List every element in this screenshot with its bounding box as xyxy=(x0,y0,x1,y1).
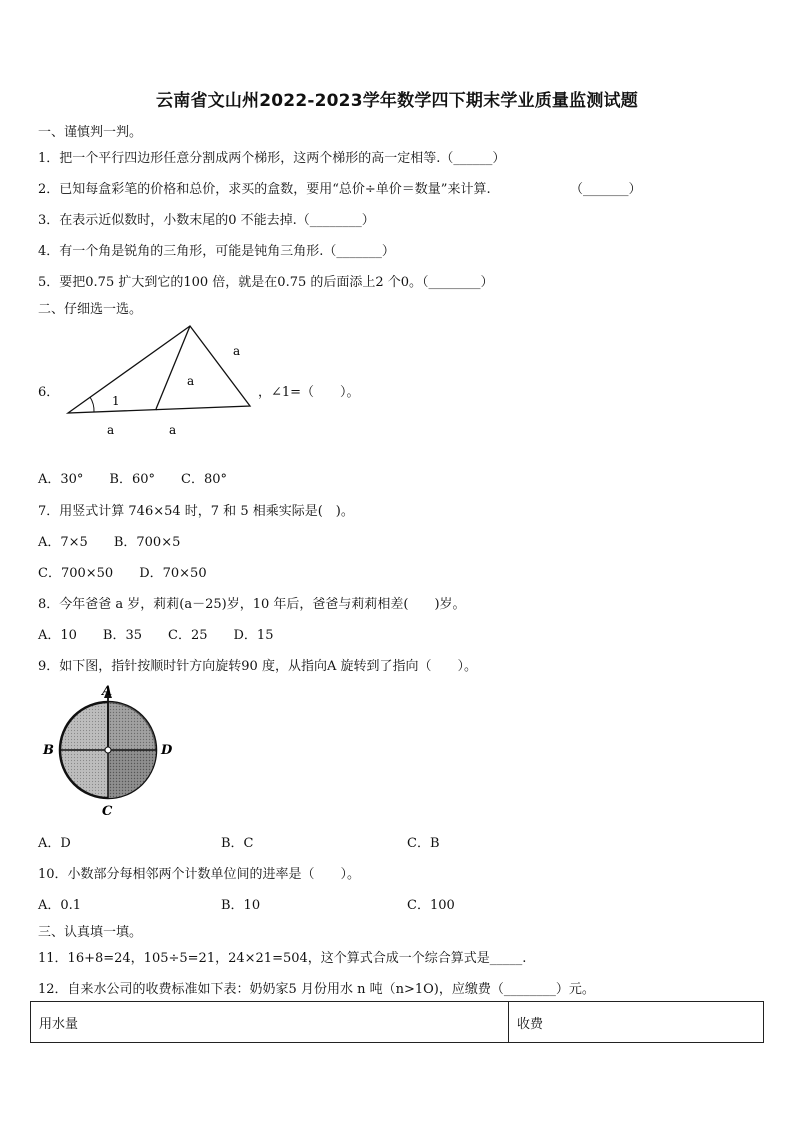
question-4: 4．有一个角是锐角的三角形，可能是钝角三角形.（_______） xyxy=(38,244,395,259)
table-header-water-usage: 用水量 xyxy=(31,1002,509,1043)
question-10-option-c: C．100 xyxy=(407,898,455,913)
fee-table xyxy=(30,1001,764,1043)
compass-dark-quadrant xyxy=(108,750,156,798)
angle-1-arc xyxy=(90,397,94,412)
compass-figure xyxy=(40,684,180,818)
compass-label-b: B xyxy=(43,743,54,758)
question-9-option-b: B．C xyxy=(221,836,254,851)
compass-label-d: D xyxy=(161,743,173,758)
table-row xyxy=(31,1002,764,1043)
question-8-options: A．10 B．35 C．25 D．15 xyxy=(38,628,274,643)
section-heading-judge: 一、谨慎判一判。 xyxy=(38,125,143,140)
question-3: 3．在表示近似数时，小数末尾的0 不能去掉.（________） xyxy=(38,213,375,228)
question-9-option-a: A．D xyxy=(38,836,71,851)
side-label-bottom-left: a xyxy=(107,423,115,437)
question-6-options: A．30° B．60° C．80° xyxy=(38,472,228,487)
compass-center xyxy=(105,747,111,753)
compass-label-a: A xyxy=(102,684,113,699)
question-5: 5．要把0.75 扩大到它的100 倍，就是在0.75 的后面添上2 个0。（________） xyxy=(38,275,494,290)
side-label-bottom-right: a xyxy=(169,423,177,437)
question-10-option-a: A．0.1 xyxy=(38,898,82,913)
question-2-blank: （_______） xyxy=(570,182,642,197)
triangle-outline xyxy=(68,326,250,413)
question-1: 1．把一个平行四边形任意分割成两个梯形，这两个梯形的高一定相等.（______） xyxy=(38,151,506,166)
question-7-options-row1: A．7×5 B．700×5 xyxy=(38,535,181,550)
table-header-fee: 收费 xyxy=(509,1002,764,1043)
page-title: 云南省文山州2022-2023学年数学四下期末学业质量监测试题 xyxy=(156,91,638,111)
question-2: 2．已知每盒彩笔的价格和总价，求买的盒数，要用“总价÷单价＝数量”来计算. xyxy=(38,182,491,197)
question-11: 11．16+8=24，105÷5=21，24×21=504，这个算式合成一个综合算式是_____. xyxy=(38,951,527,966)
section-heading-choose: 二、仔细选一选。 xyxy=(38,302,143,317)
compass-label-c: C xyxy=(102,804,113,818)
angle-1-label: 1 xyxy=(112,394,120,408)
triangle-figure xyxy=(60,318,260,442)
question-7-options-row2: C．700×50 D．70×50 xyxy=(38,566,207,581)
side-label-right: a xyxy=(233,344,241,358)
question-7: 7．用竖式计算 746×54 时，7 和 5 相乘实际是( )。 xyxy=(38,504,354,519)
question-6-number: 6． xyxy=(38,385,60,400)
question-9: 9．如下图，指针按顺时针方向旋转90 度，从指向A 旋转到了指向（ ）。 xyxy=(38,659,477,674)
question-10: 10．小数部分每相邻两个计数单位间的进率是（ ）。 xyxy=(38,867,361,882)
question-10-option-b: B．10 xyxy=(221,898,261,913)
question-9-option-c: C．B xyxy=(407,836,440,851)
question-12: 12．自来水公司的收费标准如下表：奶奶家5 月份用水 n 吨（n>1O)，应缴费（________）元。 xyxy=(38,982,595,997)
question-6-tail: ，∠1=（ ）。 xyxy=(258,385,360,400)
section-heading-fill: 三、认真填一填。 xyxy=(38,925,143,940)
side-label-inner: a xyxy=(187,374,195,388)
question-8: 8．今年爸爸 a 岁，莉莉(a－25)岁，10 年后，爸爸与莉莉相差( )岁。 xyxy=(38,597,466,612)
